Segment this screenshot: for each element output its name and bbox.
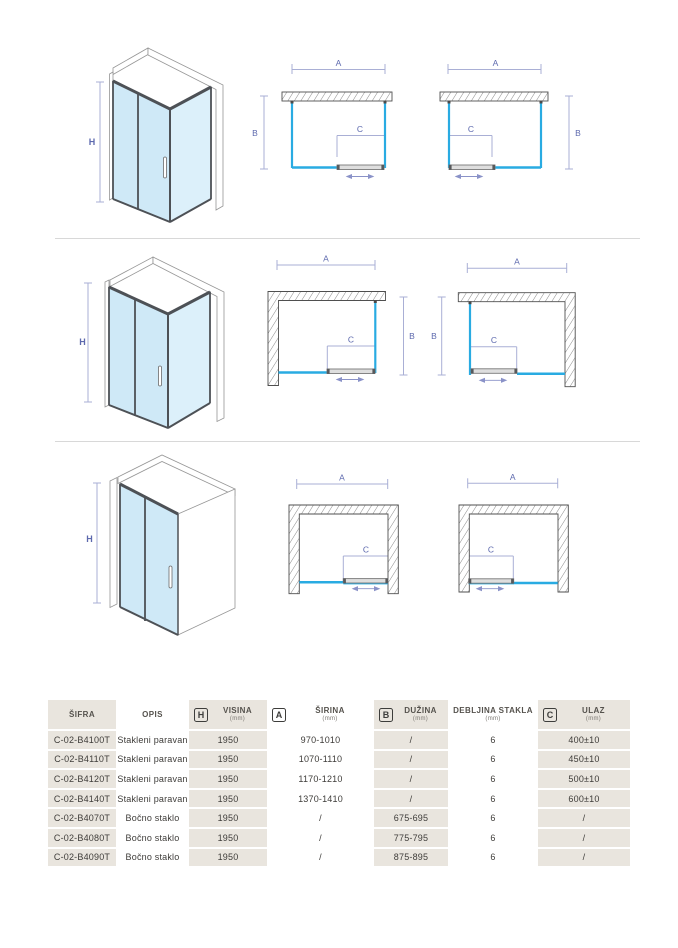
sliding-door <box>337 165 384 170</box>
cell-sifra: C-02-B4070T <box>48 809 116 827</box>
cell-sirina: 1170-1210 <box>267 770 374 788</box>
column-header-duzina <box>374 700 448 729</box>
column-header-debljina <box>448 700 538 729</box>
cell-duzina: / <box>374 751 448 769</box>
dim-label-width: A <box>335 58 342 68</box>
plan-view-row2-right <box>428 250 605 408</box>
table-row <box>48 770 630 788</box>
height-dimension <box>96 82 104 202</box>
sliding-door <box>471 369 517 374</box>
cell-visina: 1950 <box>189 809 267 827</box>
slide-arrow <box>337 378 363 382</box>
column-unit: (mm) <box>412 715 429 722</box>
glass-panels <box>448 101 543 169</box>
cell-sirina: / <box>267 829 374 847</box>
cell-duzina: 775-795 <box>374 829 448 847</box>
cell-debljina: 6 <box>448 790 538 808</box>
plan-view-row3-left <box>270 460 425 628</box>
dim-lines <box>468 478 558 580</box>
sliding-door <box>449 165 495 170</box>
section-divider <box>55 238 640 239</box>
cell-sifra: C-02-B4100T <box>48 731 116 749</box>
cell-opis: Stakleni paravan <box>116 770 189 788</box>
sliding-door <box>327 369 375 374</box>
cell-ulaz: 500±10 <box>538 770 630 788</box>
cell-sirina: / <box>267 809 374 827</box>
dim-lines <box>277 260 408 375</box>
dim-label-depth: B <box>575 128 581 138</box>
table-header-row <box>48 700 630 729</box>
dim-label-width: A <box>492 58 499 68</box>
dim-label-width: A <box>339 472 345 483</box>
table-row <box>48 790 630 808</box>
cell-duzina: 875-895 <box>374 849 448 867</box>
cell-debljina: 6 <box>448 770 538 788</box>
dim-lines <box>448 64 573 169</box>
cell-ulaz: / <box>538 829 630 847</box>
slide-arrow <box>480 379 506 383</box>
column-unit: (mm) <box>585 715 602 722</box>
plan-view-row1-left <box>248 50 425 200</box>
cell-ulaz: 600±10 <box>538 790 630 808</box>
cell-ulaz: 450±10 <box>538 751 630 769</box>
dim-label-height: H <box>79 337 86 347</box>
door-handle <box>164 157 167 178</box>
cell-opis: Bočno staklo <box>116 829 189 847</box>
dim-label-width: A <box>323 253 329 264</box>
iso-drawing-row2 <box>78 250 238 445</box>
cell-ulaz: 400±10 <box>538 731 630 749</box>
dim-letter-b: B <box>379 708 393 722</box>
dim-label-entry: C <box>356 124 364 134</box>
column-label: DEBLJINA STAKLA <box>453 706 533 716</box>
cell-visina: 1950 <box>189 790 267 808</box>
cell-debljina: 6 <box>448 829 538 847</box>
cell-sifra: C-02-B4120T <box>48 770 116 788</box>
plan-view-row3-right <box>440 460 595 628</box>
cell-visina: 1950 <box>189 751 267 769</box>
cell-opis: Stakleni paravan <box>116 731 189 749</box>
cell-ulaz: / <box>538 809 630 827</box>
glass-front-panel <box>109 287 168 428</box>
column-label: DUŽINA <box>404 706 437 716</box>
cell-sirina: 1370-1410 <box>267 790 374 808</box>
column-header-sifra <box>48 700 116 729</box>
column-header-visina <box>189 700 267 729</box>
dim-label-depth: B <box>409 331 415 341</box>
cell-sifra: C-02-B4110T <box>48 751 116 769</box>
dim-label-entry: C <box>467 124 475 134</box>
dim-label-height: H <box>88 137 96 147</box>
table-row <box>48 849 630 867</box>
cell-visina: 1950 <box>189 731 267 749</box>
dim-lines <box>260 64 385 169</box>
dim-label-entry: C <box>490 335 498 345</box>
cell-duzina: / <box>374 770 448 788</box>
dim-label-height: H <box>86 534 93 544</box>
table-row <box>48 829 630 847</box>
dim-label-depth: B <box>252 128 258 138</box>
slide-arrow <box>477 587 503 591</box>
plan-view-row2-left <box>255 250 432 408</box>
cell-sifra: C-02-B4140T <box>48 790 116 808</box>
sliding-door <box>343 578 388 583</box>
dim-lines <box>297 479 388 583</box>
sliding-door <box>469 579 514 584</box>
cell-opis: Bočno staklo <box>116 849 189 867</box>
column-label: ŠIFRA <box>69 709 95 719</box>
column-header-sirina <box>267 700 374 729</box>
cell-duzina: 675-695 <box>374 809 448 827</box>
cell-visina: 1950 <box>189 849 267 867</box>
section-divider <box>55 441 640 442</box>
plan-view-row1-right <box>425 50 602 200</box>
dim-letter-c: C <box>543 708 557 722</box>
cell-opis: Bočno staklo <box>116 809 189 827</box>
height-dimension <box>93 483 101 603</box>
door-handle <box>169 566 172 588</box>
column-label: ULAZ <box>582 706 605 716</box>
cell-ulaz: / <box>538 849 630 867</box>
iso-drawing-row3 <box>82 450 252 665</box>
slide-arrow <box>353 587 379 591</box>
dim-label-entry: C <box>347 334 355 345</box>
column-unit: (mm) <box>322 715 338 722</box>
cell-sifra: C-02-B4080T <box>48 829 116 847</box>
cell-opis: Stakleni paravan <box>116 751 189 769</box>
table-row <box>48 751 630 769</box>
glass-panels <box>291 101 387 169</box>
table-row <box>48 809 630 827</box>
cell-sirina: / <box>267 849 374 867</box>
column-label: OPIS <box>142 709 163 719</box>
cell-visina: 1950 <box>189 770 267 788</box>
wall-hatched <box>440 92 548 101</box>
cell-debljina: 6 <box>448 809 538 827</box>
dim-label-entry: C <box>362 544 370 555</box>
cell-debljina: 6 <box>448 751 538 769</box>
table-row <box>48 731 630 749</box>
dim-letter-a: A <box>272 708 286 722</box>
glass-front-panel <box>113 81 170 222</box>
column-header-ulaz <box>538 700 630 729</box>
spec-table <box>48 700 630 866</box>
cell-sirina: 1070-1110 <box>267 751 374 769</box>
dim-lines <box>438 263 567 375</box>
dim-label-entry: C <box>487 544 495 555</box>
slide-arrow <box>347 175 373 179</box>
wall-hatched <box>282 92 392 101</box>
dim-label-width: A <box>514 256 520 267</box>
cell-debljina: 6 <box>448 731 538 749</box>
column-label: VISINA <box>222 706 253 716</box>
column-label: ŠIRINA <box>315 706 345 716</box>
iso-drawing-row1 <box>80 38 235 238</box>
dim-letter-h: H <box>194 708 208 722</box>
slide-arrow <box>456 175 482 179</box>
cell-visina: 1950 <box>189 829 267 847</box>
cell-sirina: 970-1010 <box>267 731 374 749</box>
glass-door-panels <box>120 484 178 635</box>
cell-debljina: 6 <box>448 849 538 867</box>
cell-sifra: C-02-B4090T <box>48 849 116 867</box>
dim-label-width: A <box>509 471 516 482</box>
door-handle <box>159 366 162 386</box>
column-unit: (mm) <box>229 715 246 722</box>
cell-opis: Stakleni paravan <box>116 790 189 808</box>
column-unit: (mm) <box>485 715 501 722</box>
cell-duzina: / <box>374 790 448 808</box>
cell-duzina: / <box>374 731 448 749</box>
column-header-opis <box>116 700 189 729</box>
dim-label-depth: B <box>431 331 437 341</box>
